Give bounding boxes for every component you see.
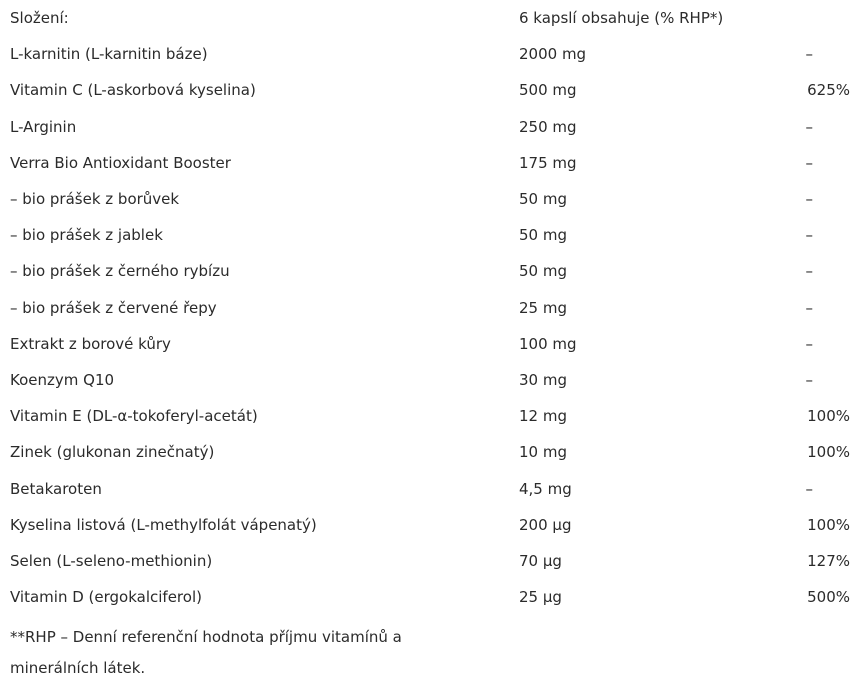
- ingredient-name: – bio prášek z červené řepy: [10, 298, 217, 317]
- composition-label: Složení:: [10, 9, 69, 28]
- ingredient-amount: 2000 mg: [519, 45, 587, 64]
- ingredient-name: Extrakt z borové kůry: [10, 334, 171, 353]
- ingredient-name: Selen (L-seleno-methionin): [10, 551, 213, 570]
- table-row: [10, 217, 850, 253]
- ingredient-rhp: 625%: [807, 81, 851, 100]
- ingredient-amount: 12 mg: [519, 407, 567, 426]
- ingredient-rhp: –: [805, 153, 814, 172]
- ingredient-rhp: –: [805, 226, 814, 245]
- ingredient-amount: 50 mg: [519, 262, 567, 281]
- ingredient-rhp: –: [805, 190, 814, 209]
- ingredient-rhp: 100%: [807, 515, 851, 534]
- table-row: [10, 326, 850, 362]
- ingredient-amount: 500 mg: [519, 81, 577, 100]
- ingredient-name: – bio prášek z černého rybízu: [10, 262, 230, 281]
- ingredient-amount: 50 mg: [519, 190, 567, 209]
- ingredient-rhp: –: [805, 370, 814, 389]
- table-row: [10, 579, 850, 615]
- ingredient-name: – bio prášek z borůvek: [10, 190, 180, 209]
- ingredient-name: L-Arginin: [10, 117, 77, 136]
- table-row: [10, 36, 850, 72]
- ingredient-amount: 10 mg: [519, 443, 567, 462]
- ingredient-rhp: 127%: [807, 551, 851, 570]
- ingredient-rhp: –: [805, 479, 814, 498]
- ingredient-amount: 70 μg: [519, 551, 562, 570]
- ingredient-rhp: –: [805, 45, 814, 64]
- ingredient-amount: 175 mg: [519, 153, 577, 172]
- footnote-line-1: **RHP – Denní referenční hodnota příjmu vitamínů a: [10, 628, 402, 646]
- table-row: [10, 398, 850, 434]
- ingredient-name: Zinek (glukonan zinečnatý): [10, 443, 215, 462]
- table-header-row: [10, 0, 850, 36]
- table-row: [10, 145, 850, 181]
- rhp-footnote: [10, 622, 470, 684]
- ingredient-name: Verra Bio Antioxidant Booster: [10, 153, 231, 172]
- ingredient-name: Kyselina listová (L-methylfolát vápenatý): [10, 515, 317, 534]
- table-row: [10, 290, 850, 326]
- ingredient-amount: 250 mg: [519, 117, 577, 136]
- footnote-line-2: minerálních látek.: [10, 659, 146, 677]
- table-row: [10, 253, 850, 289]
- table-row: [10, 507, 850, 543]
- table-row: [10, 434, 850, 470]
- table-row: [10, 362, 850, 398]
- ingredient-amount: 50 mg: [519, 226, 567, 245]
- table-row: [10, 543, 850, 579]
- ingredient-rhp: –: [805, 298, 814, 317]
- ingredient-amount: 30 mg: [519, 370, 567, 389]
- table-row: [10, 470, 850, 506]
- composition-table-body: [10, 0, 850, 615]
- ingredient-rhp: 100%: [807, 407, 851, 426]
- amount-header: 6 kapslí obsahuje (% RHP*): [519, 9, 724, 28]
- ingredient-rhp: 500%: [807, 588, 851, 607]
- ingredient-amount: 25 mg: [519, 298, 567, 317]
- table-row: [10, 109, 850, 145]
- table-row: [10, 72, 850, 108]
- ingredient-rhp: 100%: [807, 443, 851, 462]
- ingredient-amount: 4,5 mg: [519, 479, 572, 498]
- ingredient-name: L-karnitin (L-karnitin báze): [10, 45, 208, 64]
- ingredient-amount: 25 μg: [519, 588, 562, 607]
- table-row: [10, 181, 850, 217]
- ingredient-rhp: –: [805, 334, 814, 353]
- ingredient-name: Vitamin C (L-askorbová kyselina): [10, 81, 256, 100]
- ingredient-name: Koenzym Q10: [10, 370, 115, 389]
- ingredient-name: Betakaroten: [10, 479, 102, 498]
- ingredient-rhp: –: [805, 262, 814, 281]
- ingredient-name: – bio prášek z jablek: [10, 226, 163, 245]
- ingredient-name: Vitamin D (ergokalciferol): [10, 588, 202, 607]
- ingredient-amount: 100 mg: [519, 334, 577, 353]
- composition-table: [10, 0, 850, 615]
- ingredient-amount: 200 μg: [519, 515, 572, 534]
- ingredient-name: Vitamin E (DL-α-tokoferyl-acetát): [10, 407, 258, 426]
- ingredient-rhp: –: [805, 117, 814, 136]
